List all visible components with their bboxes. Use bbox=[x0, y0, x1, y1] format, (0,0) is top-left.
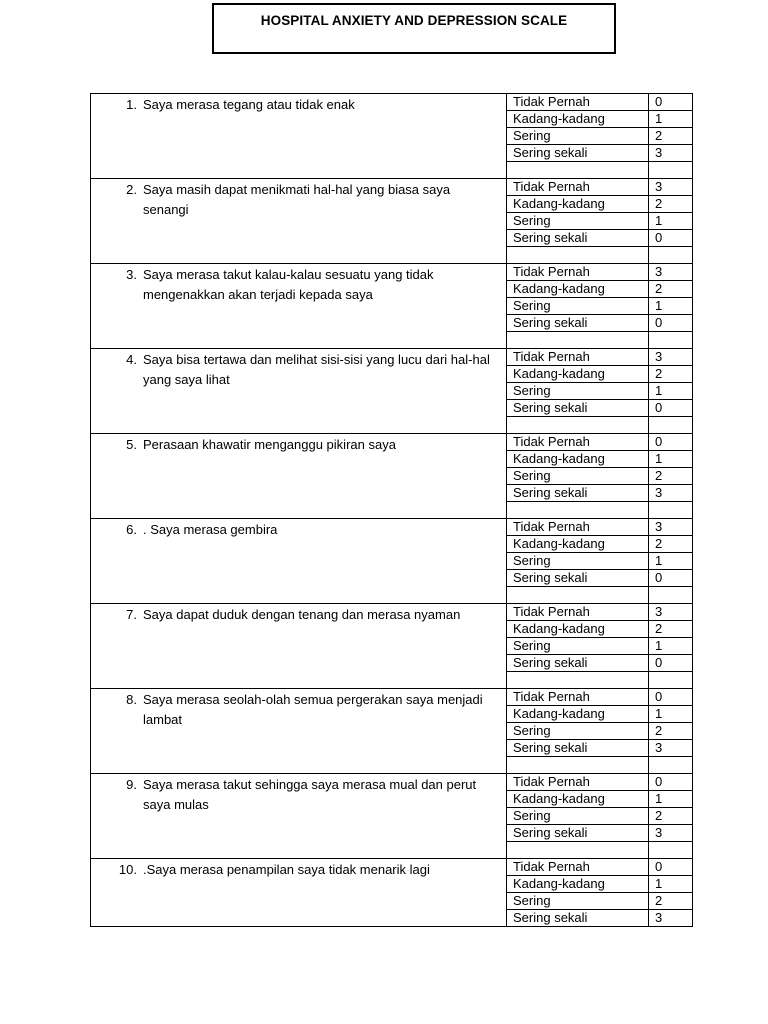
question-9-row bbox=[91, 774, 693, 791]
page-title: HOSPITAL ANXIETY AND DEPRESSION SCALE bbox=[260, 13, 568, 28]
question-text: Saya masih dapat menikmati hal-hal yang biasa saya senangi bbox=[143, 182, 451, 217]
option-label: Sering sekali bbox=[507, 400, 649, 417]
title-box bbox=[212, 3, 616, 54]
option-label: Sering bbox=[507, 553, 649, 570]
option-score: 3 bbox=[649, 910, 693, 927]
blank-cell bbox=[507, 162, 649, 179]
option-score: 1 bbox=[649, 876, 693, 893]
option-label: Kadang-kadang bbox=[507, 281, 649, 298]
option-label: Sering bbox=[507, 808, 649, 825]
question-text: Saya merasa seolah-olah semua pergerakan saya menjadi lambat bbox=[143, 692, 483, 727]
option-score: 1 bbox=[649, 213, 693, 230]
option-label: Tidak Pernah bbox=[507, 774, 649, 791]
blank-cell bbox=[649, 757, 693, 774]
option-label: Sering bbox=[507, 723, 649, 740]
option-label: Tidak Pernah bbox=[507, 689, 649, 706]
option-score: 2 bbox=[649, 468, 693, 485]
blank-cell bbox=[649, 502, 693, 519]
option-score: 0 bbox=[649, 570, 693, 587]
option-score: 3 bbox=[649, 264, 693, 281]
option-score: 1 bbox=[649, 298, 693, 315]
option-score: 3 bbox=[649, 604, 693, 621]
question-cell bbox=[91, 774, 507, 859]
blank-cell bbox=[649, 842, 693, 859]
option-label: Sering sekali bbox=[507, 910, 649, 927]
question-8-row bbox=[91, 689, 693, 706]
question-cell bbox=[91, 94, 507, 179]
blank-cell bbox=[507, 417, 649, 434]
question-3-row bbox=[91, 264, 693, 281]
question-cell bbox=[91, 519, 507, 604]
blank-cell bbox=[507, 247, 649, 264]
questionnaire-table bbox=[90, 93, 693, 927]
option-score: 3 bbox=[649, 179, 693, 196]
option-label: Sering sekali bbox=[507, 145, 649, 162]
option-score: 0 bbox=[649, 434, 693, 451]
option-score: 2 bbox=[649, 893, 693, 910]
option-label: Tidak Pernah bbox=[507, 859, 649, 876]
question-number: 9. bbox=[126, 777, 137, 792]
question-1-row bbox=[91, 94, 693, 111]
option-label: Kadang-kadang bbox=[507, 451, 649, 468]
question-7-row bbox=[91, 604, 693, 621]
question-number: 5. bbox=[126, 437, 137, 452]
option-score: 0 bbox=[649, 689, 693, 706]
question-cell bbox=[91, 179, 507, 264]
blank-cell bbox=[507, 842, 649, 859]
option-label: Sering bbox=[507, 468, 649, 485]
question-text: Saya merasa takut kalau-kalau sesuatu yang tidak mengenakkan akan terjadi kepada saya bbox=[143, 267, 434, 302]
option-label: Kadang-kadang bbox=[507, 366, 649, 383]
blank-cell bbox=[649, 247, 693, 264]
question-number: 10. bbox=[118, 862, 137, 877]
option-score: 1 bbox=[649, 791, 693, 808]
option-label: Tidak Pernah bbox=[507, 434, 649, 451]
question-number: 6. bbox=[126, 522, 137, 537]
option-score: 0 bbox=[649, 774, 693, 791]
blank-cell bbox=[649, 417, 693, 434]
option-label: Sering bbox=[507, 128, 649, 145]
option-score: 1 bbox=[649, 111, 693, 128]
question-number: 2. bbox=[126, 182, 137, 197]
option-label: Kadang-kadang bbox=[507, 876, 649, 893]
question-text: Saya merasa takut sehingga saya merasa mual dan perut saya mulas bbox=[143, 777, 477, 812]
question-number: 3. bbox=[126, 267, 137, 282]
option-label: Tidak Pernah bbox=[507, 604, 649, 621]
option-score: 1 bbox=[649, 451, 693, 468]
option-label: Sering bbox=[507, 298, 649, 315]
option-label: Sering sekali bbox=[507, 570, 649, 587]
option-score: 3 bbox=[649, 825, 693, 842]
option-score: 2 bbox=[649, 536, 693, 553]
question-number: 8. bbox=[126, 692, 137, 707]
option-label: Kadang-kadang bbox=[507, 536, 649, 553]
option-label: Sering sekali bbox=[507, 825, 649, 842]
question-text: Saya merasa tegang atau tidak enak bbox=[143, 97, 355, 112]
option-score: 2 bbox=[649, 128, 693, 145]
option-score: 2 bbox=[649, 723, 693, 740]
option-score: 0 bbox=[649, 400, 693, 417]
option-label: Kadang-kadang bbox=[507, 111, 649, 128]
option-score: 1 bbox=[649, 553, 693, 570]
option-label: Sering bbox=[507, 383, 649, 400]
option-score: 2 bbox=[649, 281, 693, 298]
option-label: Sering sekali bbox=[507, 315, 649, 332]
option-label: Sering bbox=[507, 893, 649, 910]
option-label: Tidak Pernah bbox=[507, 179, 649, 196]
option-label: Sering bbox=[507, 638, 649, 655]
option-label: Kadang-kadang bbox=[507, 791, 649, 808]
option-score: 2 bbox=[649, 621, 693, 638]
option-score: 1 bbox=[649, 706, 693, 723]
option-score: 0 bbox=[649, 230, 693, 247]
question-text: . Saya merasa gembira bbox=[143, 522, 278, 537]
option-label: Tidak Pernah bbox=[507, 519, 649, 536]
option-score: 0 bbox=[649, 859, 693, 876]
question-text: Saya bisa tertawa dan melihat sisi-sisi yang lucu dari hal-hal yang saya lihat bbox=[143, 352, 490, 387]
option-score: 1 bbox=[649, 638, 693, 655]
question-number: 4. bbox=[126, 352, 137, 367]
question-number: 7. bbox=[126, 607, 137, 622]
question-cell bbox=[91, 349, 507, 434]
option-score: 2 bbox=[649, 366, 693, 383]
question-6-row bbox=[91, 519, 693, 536]
option-label: Sering bbox=[507, 213, 649, 230]
option-score: 0 bbox=[649, 315, 693, 332]
question-2-row bbox=[91, 179, 693, 196]
question-5-row bbox=[91, 434, 693, 451]
question-4-row bbox=[91, 349, 693, 366]
question-number: 1. bbox=[126, 97, 137, 112]
option-label: Kadang-kadang bbox=[507, 621, 649, 638]
option-score: 2 bbox=[649, 808, 693, 825]
option-label: Tidak Pernah bbox=[507, 349, 649, 366]
option-label: Sering sekali bbox=[507, 740, 649, 757]
blank-cell bbox=[507, 587, 649, 604]
option-score: 0 bbox=[649, 655, 693, 672]
option-label: Sering sekali bbox=[507, 230, 649, 247]
option-score: 3 bbox=[649, 519, 693, 536]
option-label: Tidak Pernah bbox=[507, 94, 649, 111]
blank-cell bbox=[649, 587, 693, 604]
option-label: Tidak Pernah bbox=[507, 264, 649, 281]
option-label: Kadang-kadang bbox=[507, 196, 649, 213]
option-label: Kadang-kadang bbox=[507, 706, 649, 723]
question-cell bbox=[91, 604, 507, 689]
blank-cell bbox=[649, 672, 693, 689]
question-text: Perasaan khawatir menganggu pikiran saya bbox=[143, 437, 396, 452]
option-score: 2 bbox=[649, 196, 693, 213]
question-cell bbox=[91, 859, 507, 927]
option-label: Sering sekali bbox=[507, 655, 649, 672]
blank-cell bbox=[507, 757, 649, 774]
question-text: Saya dapat duduk dengan tenang dan merasa nyaman bbox=[143, 607, 461, 622]
blank-cell bbox=[507, 502, 649, 519]
option-score: 3 bbox=[649, 485, 693, 502]
question-cell bbox=[91, 434, 507, 519]
question-cell bbox=[91, 689, 507, 774]
question-10-row bbox=[91, 859, 693, 876]
question-text: .Saya merasa penampilan saya tidak menarik lagi bbox=[143, 862, 430, 877]
blank-cell bbox=[649, 162, 693, 179]
question-cell bbox=[91, 264, 507, 349]
blank-cell bbox=[507, 332, 649, 349]
option-score: 3 bbox=[649, 349, 693, 366]
option-score: 1 bbox=[649, 383, 693, 400]
option-score: 0 bbox=[649, 94, 693, 111]
blank-cell bbox=[507, 672, 649, 689]
blank-cell bbox=[649, 332, 693, 349]
option-label: Sering sekali bbox=[507, 485, 649, 502]
option-score: 3 bbox=[649, 145, 693, 162]
option-score: 3 bbox=[649, 740, 693, 757]
